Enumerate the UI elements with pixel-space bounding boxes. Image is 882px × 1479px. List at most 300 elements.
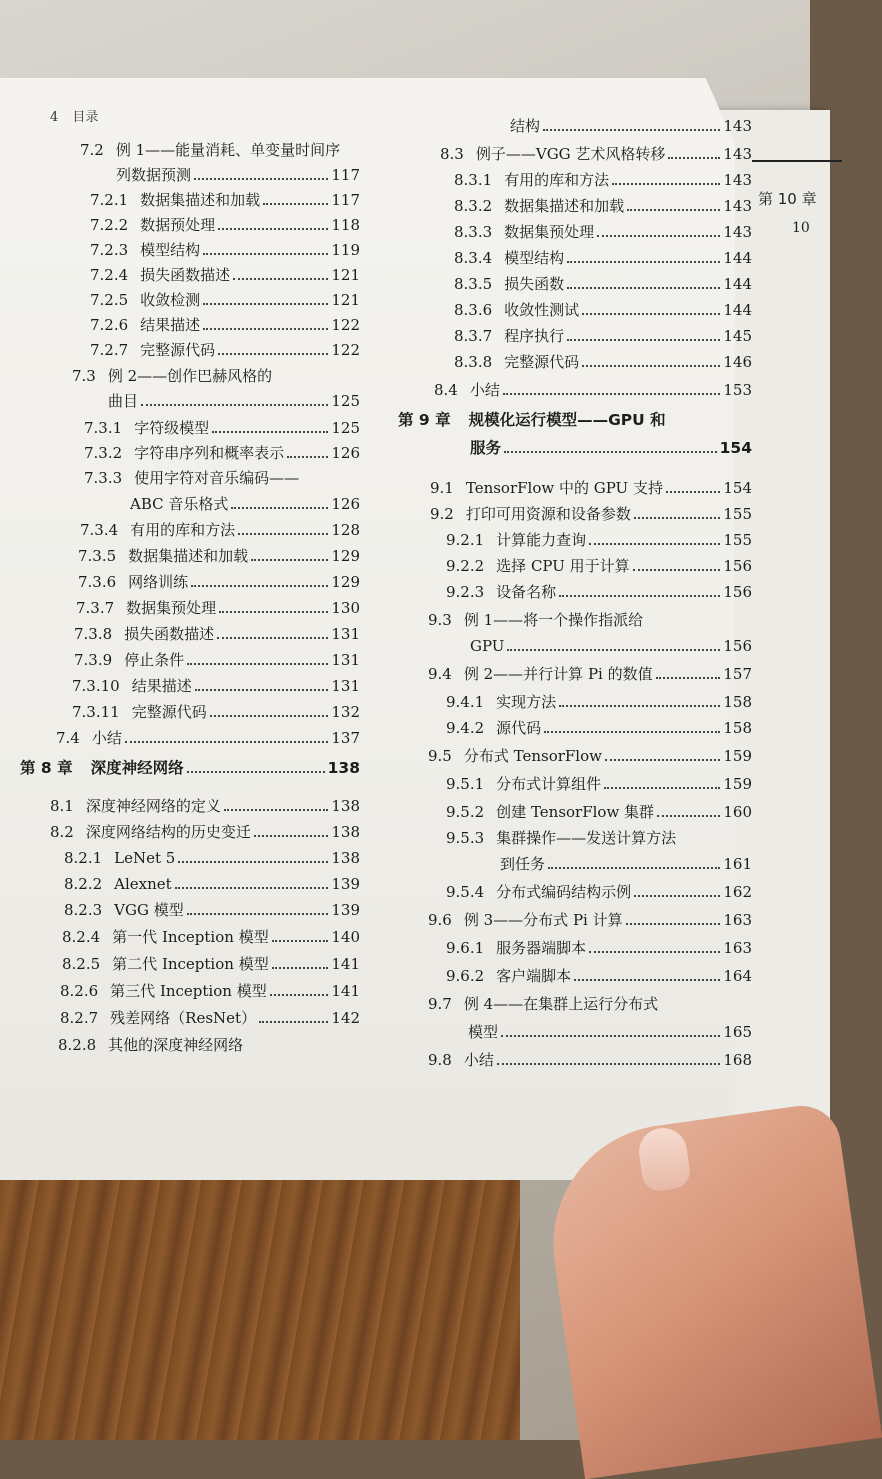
toc-entry-page: 160 [723, 803, 752, 821]
toc-entry-number: 7.3.6 [78, 573, 117, 591]
toc-entry-page: 161 [723, 855, 752, 873]
toc-dot-leader [567, 338, 720, 341]
toc-entry-number: 9.7 [428, 995, 452, 1013]
toc-dot-leader [212, 430, 328, 433]
toc-entry-number: 8.2.4 [62, 928, 101, 946]
toc-dot-leader [263, 202, 328, 205]
toc-entry-title: 例 3——分布式 Pi 计算 [463, 911, 623, 929]
toc-entry [454, 352, 752, 372]
toc-entry-title: 例 1——能量消耗、单变量时间序 [115, 141, 341, 159]
toc-entry-title: 其他的深度神经网络 [108, 1036, 244, 1054]
toc-entry-title: 列数据预测 [116, 166, 192, 184]
toc-entry-page: 162 [723, 883, 752, 901]
toc-entry [446, 774, 752, 794]
toc-entry [56, 728, 360, 748]
toc-entry-page: 168 [723, 1051, 752, 1069]
toc-entry [60, 981, 360, 1001]
toc-entry-number: 8.3.3 [454, 223, 493, 241]
toc-entry [90, 240, 360, 260]
toc-entry-page: 121 [331, 291, 360, 309]
toc-dot-leader [195, 688, 329, 691]
toc-entry-page: 140 [331, 928, 360, 946]
toc-dot-leader [574, 978, 720, 981]
toc-entry [60, 1008, 360, 1028]
toc-dot-leader [548, 866, 720, 869]
toc-entry-title: 深度网络结构的历史变迁 [85, 823, 251, 841]
toc-entry-title: 数据集描述和加载 [504, 197, 625, 215]
toc-dot-leader [567, 260, 720, 263]
toc-entry-page: 131 [331, 677, 360, 695]
toc-entry-page: 117 [331, 166, 360, 184]
toc-entry-number: 8.3.5 [454, 275, 493, 293]
toc-entry-number: 8.3 [440, 145, 464, 163]
toc-entry [428, 1050, 752, 1070]
toc-entry-title: 字符串序列和概率表示 [134, 444, 285, 462]
toc-entry-number: 7.2.4 [90, 266, 129, 284]
toc-dot-leader [191, 584, 328, 587]
toc-entry [130, 494, 360, 514]
toc-entry-page: 141 [331, 955, 360, 973]
toc-entry-page: 157 [723, 665, 752, 683]
toc-entry-title: 分布式计算组件 [496, 775, 602, 793]
toc-entry [468, 1022, 752, 1042]
toc-entry [470, 636, 752, 656]
toc-entry-title: 结构 [510, 117, 541, 135]
toc-entry-title: 例子——VGG 艺术风格转移 [475, 145, 666, 163]
toc-entry [428, 994, 752, 1014]
toc-entry [108, 391, 360, 411]
toc-entry-number: 8.3.8 [454, 353, 493, 371]
toc-entry [58, 1035, 360, 1055]
toc-entry-title: 损失函数描述 [124, 625, 215, 643]
toc-entry-number: 9.2.3 [446, 583, 485, 601]
toc-entry [20, 758, 360, 778]
toc-entry-number: 7.3.7 [76, 599, 115, 617]
toc-entry-title: 集群操作——发送计算方法 [496, 829, 677, 847]
toc-entry-number: 第 9 章 [398, 411, 451, 429]
toc-entry-number: 9.4 [428, 665, 452, 683]
toc-entry [90, 265, 360, 285]
toc-entry-page: 154 [723, 479, 752, 497]
toc-entry-number: 9.2 [430, 505, 454, 523]
toc-entry-number: 9.5.3 [446, 829, 485, 847]
toc-entry-title: 客户端脚本 [496, 967, 572, 985]
toc-dot-leader [219, 610, 328, 613]
toc-entry-page: 119 [331, 241, 360, 259]
toc-dot-leader [187, 662, 328, 665]
toc-entry-page: 154 [719, 439, 752, 457]
toc-entry-number: 9.5 [428, 747, 452, 765]
toc-entry [454, 326, 752, 346]
toc-dot-leader [224, 808, 328, 811]
toc-entry-title: ABC 音乐格式 [130, 495, 229, 513]
toc-entry [446, 718, 752, 738]
toc-entry-page: 122 [331, 341, 360, 359]
toc-entry-number: 8.2.1 [64, 849, 103, 867]
toc-entry-number: 7.3.5 [78, 547, 117, 565]
toc-entry-number: 8.2.8 [58, 1036, 97, 1054]
toc-entry-page: 145 [723, 327, 752, 345]
toc-entry [78, 572, 360, 592]
toc-entry-page: 143 [723, 171, 752, 189]
toc-entry-page: 138 [331, 823, 360, 841]
toc-entry [90, 215, 360, 235]
toc-entry-page: 118 [331, 216, 360, 234]
toc-dot-leader [612, 182, 720, 185]
toc-entry-page: 156 [723, 637, 752, 655]
toc-entry-page: 143 [723, 197, 752, 215]
next-page-entry-number: 10 [792, 220, 810, 236]
toc-entry-title: 停止条件 [124, 651, 185, 669]
toc-entry-number: 9.6.1 [446, 939, 485, 957]
toc-entry-title: 深度神经网络的定义 [85, 797, 221, 815]
toc-entry-page: 126 [331, 495, 360, 513]
toc-entry [446, 582, 752, 602]
toc-entry-title: 设备名称 [496, 583, 557, 601]
toc-entry-number: 7.3.11 [72, 703, 120, 721]
toc-entry [454, 248, 752, 268]
toc-entry-title: 网络训练 [128, 573, 189, 591]
toc-entry-number: 8.4 [434, 381, 458, 399]
toc-entry-number: 8.2.6 [60, 982, 99, 1000]
toc-entry-title: 到任务 [500, 855, 546, 873]
toc-dot-leader [217, 636, 328, 639]
toc-entry [90, 190, 360, 210]
toc-entry-page: 138 [331, 797, 360, 815]
toc-dot-leader [507, 648, 720, 651]
toc-dot-leader [543, 128, 720, 131]
thumb [538, 1101, 882, 1479]
toc-dot-leader [125, 740, 328, 743]
toc-entry-number: 8.3.4 [454, 249, 493, 267]
toc-dot-leader [668, 156, 720, 159]
running-title: 目录 [72, 110, 99, 125]
toc-entry-number: 8.3.7 [454, 327, 493, 345]
toc-entry-number: 7.2.3 [90, 241, 129, 259]
toc-entry [64, 900, 360, 920]
toc-entry-title: 例 4——在集群上运行分布式 [463, 995, 659, 1013]
toc-dot-leader [141, 403, 328, 406]
toc-entry-number: 8.2.2 [64, 875, 103, 893]
toc-dot-leader [567, 286, 720, 289]
toc-entry-title: 例 2——并行计算 Pi 的数值 [463, 665, 653, 683]
toc-entry-title: 完整源代码 [131, 703, 207, 721]
toc-entry [470, 438, 752, 458]
toc-entry [428, 610, 752, 630]
toc-entry-title: 例 1——将一个操作指派给 [463, 611, 644, 629]
toc-entry [428, 664, 752, 684]
toc-entry [50, 796, 360, 816]
toc-dot-leader [231, 506, 328, 509]
toc-dot-leader [259, 1020, 328, 1023]
toc-dot-leader [657, 814, 720, 817]
toc-dot-leader [666, 490, 720, 493]
toc-entry-number: 7.2 [80, 141, 104, 159]
toc-dot-leader [203, 327, 328, 330]
toc-entry [446, 828, 752, 848]
toc-entry-title: 结果描述 [131, 677, 192, 695]
toc-dot-leader [497, 1062, 720, 1065]
toc-entry-page: 143 [723, 117, 752, 135]
toc-entry [74, 650, 360, 670]
toc-entry-title: 完整源代码 [504, 353, 580, 371]
toc-entry-page: 131 [331, 625, 360, 643]
toc-entry-number: 9.5.2 [446, 803, 485, 821]
toc-entry [72, 702, 360, 722]
toc-entry [90, 315, 360, 335]
toc-dot-leader [187, 770, 325, 773]
toc-dot-leader [218, 227, 328, 230]
toc-entry [76, 598, 360, 618]
toc-entry-number: 9.5.1 [446, 775, 485, 793]
toc-entry-number: 8.3.6 [454, 301, 493, 319]
toc-entry [454, 170, 752, 190]
toc-dot-leader [633, 568, 721, 571]
toc-dot-leader [656, 676, 721, 679]
toc-entry-number: 9.4.2 [446, 719, 485, 737]
toc-entry-number: 7.2.7 [90, 341, 129, 359]
toc-entry-number: 8.2 [50, 823, 74, 841]
toc-dot-leader [194, 177, 328, 180]
toc-entry-title: LeNet 5 [114, 849, 176, 867]
toc-entry-page: 158 [723, 693, 752, 711]
toc-entry-page: 144 [723, 301, 752, 319]
toc-dot-leader [559, 704, 720, 707]
toc-entry [62, 954, 360, 974]
toc-dot-leader [238, 532, 328, 535]
toc-entry [454, 222, 752, 242]
toc-entry [454, 300, 752, 320]
toc-entry-number: 7.2.1 [90, 191, 129, 209]
toc-entry-title: 小结 [91, 729, 122, 747]
toc-entry-title: Alexnet [114, 875, 172, 893]
toc-entry-title: 服务 [470, 439, 502, 457]
toc-entry [90, 290, 360, 310]
toc-entry-page: 121 [331, 266, 360, 284]
toc-entry-number: 7.2.5 [90, 291, 129, 309]
toc-entry-number: 8.1 [50, 797, 74, 815]
toc-entry-title: 完整源代码 [140, 341, 216, 359]
toc-entry [80, 520, 360, 540]
toc-entry [446, 938, 752, 958]
toc-dot-leader [501, 1034, 720, 1037]
toc-entry [74, 624, 360, 644]
toc-entry [84, 468, 360, 488]
toc-entry-page: 132 [331, 703, 360, 721]
toc-entry-page: 117 [331, 191, 360, 209]
toc-dot-leader [582, 364, 720, 367]
toc-dot-leader [627, 208, 720, 211]
toc-entry [446, 530, 752, 550]
toc-entry-number: 9.8 [428, 1051, 452, 1069]
wooden-table [0, 1170, 520, 1440]
toc-dot-leader [589, 542, 720, 545]
toc-entry [84, 443, 360, 463]
toc-entry-page: 156 [723, 583, 752, 601]
toc-dot-leader [178, 860, 328, 863]
toc-entry-page: 158 [723, 719, 752, 737]
toc-dot-leader [272, 939, 329, 942]
toc-dot-leader [187, 912, 329, 915]
toc-entry-title: 深度神经网络 [90, 759, 184, 777]
toc-entry-number: 7.3 [72, 367, 96, 385]
toc-entry-number: 9.3 [428, 611, 452, 629]
toc-entry [446, 966, 752, 986]
toc-entry-number: 9.2.2 [446, 557, 485, 575]
toc-entry-number: 7.3.10 [72, 677, 120, 695]
toc-dot-leader [597, 234, 720, 237]
toc-entry-page: 141 [331, 982, 360, 1000]
toc-entry-number: 8.3.1 [454, 171, 493, 189]
toc-entry-title: 分布式编码结构示例 [496, 883, 632, 901]
toc-entry-title: TensorFlow 中的 GPU 支持 [465, 479, 663, 497]
toc-dot-leader [233, 277, 328, 280]
toc-entry-page: 146 [723, 353, 752, 371]
toc-entry-title: 模型结构 [504, 249, 565, 267]
toc-entry-title: 源代码 [496, 719, 542, 737]
toc-entry-title: 收敛检测 [140, 291, 201, 309]
toc-entry-title: 数据集描述和加载 [128, 547, 249, 565]
toc-entry [454, 274, 752, 294]
toc-entry [454, 196, 752, 216]
toc-dot-leader [272, 966, 329, 969]
toc-entry-title: 程序执行 [504, 327, 565, 345]
toc-entry-page: 164 [723, 967, 752, 985]
toc-entry-number: 9.5.4 [446, 883, 485, 901]
toc-entry [84, 418, 360, 438]
toc-entry [50, 822, 360, 842]
toc-entry-title: 规模化运行模型——GPU 和 [468, 411, 666, 429]
toc-entry-page: 159 [723, 747, 752, 765]
toc-entry-title: 结果描述 [140, 316, 201, 334]
toc-dot-leader [251, 558, 328, 561]
page-header [50, 106, 108, 125]
toc-entry-title: 损失函数 [504, 275, 565, 293]
toc-entry-title: 第一代 Inception 模型 [112, 928, 269, 946]
toc-entry [428, 910, 752, 930]
toc-entry-page: 128 [331, 521, 360, 539]
toc-entry-title: 第三代 Inception 模型 [110, 982, 267, 1000]
toc-dot-leader [287, 455, 328, 458]
toc-entry-page: 122 [331, 316, 360, 334]
toc-entry [62, 927, 360, 947]
toc-entry-title: 残差网络（ResNet） [110, 1009, 257, 1027]
toc-entry-number: 7.3.3 [84, 469, 123, 487]
toc-entry [64, 848, 360, 868]
toc-entry-number: 8.2.3 [64, 901, 103, 919]
toc-entry-page: 156 [723, 557, 752, 575]
toc-entry-number: 9.4.1 [446, 693, 485, 711]
toc-entry-page: 125 [331, 419, 360, 437]
toc-entry-page: 137 [331, 729, 360, 747]
toc-entry [398, 410, 752, 430]
toc-entry [446, 882, 752, 902]
toc-entry [430, 504, 752, 524]
toc-entry-title: 收敛性测试 [504, 301, 580, 319]
toc-entry [430, 478, 752, 498]
toc-entry-number: 8.2.7 [60, 1009, 99, 1027]
toc-entry-title: 数据集预处理 [504, 223, 595, 241]
toc-dot-leader [254, 834, 328, 837]
toc-entry-page: 143 [723, 223, 752, 241]
toc-entry-title: 曲目 [108, 392, 139, 410]
toc-entry-title: 有用的库和方法 [504, 171, 610, 189]
toc-entry-title: 分布式 TensorFlow [463, 747, 602, 765]
toc-entry [80, 140, 360, 160]
toc-dot-leader [544, 730, 720, 733]
toc-entry-page: 144 [723, 275, 752, 293]
toc-entry-title: 模型 [468, 1023, 499, 1041]
toc-entry-page: 159 [723, 775, 752, 793]
toc-entry [72, 366, 360, 386]
toc-entry-number: 8.3.2 [454, 197, 493, 215]
toc-entry-title: 小结 [469, 381, 500, 399]
toc-entry-number: 9.1 [430, 479, 454, 497]
toc-entry-title: 实现方法 [496, 693, 557, 711]
toc-entry-page: 139 [331, 875, 360, 893]
toc-entry-page: 142 [331, 1009, 360, 1027]
toc-entry-number: 9.6 [428, 911, 452, 929]
toc-entry-number: 7.3.1 [84, 419, 123, 437]
toc-entry-title: 小结 [463, 1051, 494, 1069]
toc-entry-page: 155 [723, 505, 752, 523]
toc-entry-title: GPU [470, 637, 505, 655]
next-page-chapter-label: 第 10 章 [758, 190, 817, 208]
toc-entry-title: 服务器端脚本 [496, 939, 587, 957]
toc-entry-title: VGG 模型 [114, 901, 184, 919]
toc-entry [78, 546, 360, 566]
toc-entry-number: 8.2.5 [62, 955, 101, 973]
toc-dot-leader [175, 886, 329, 889]
toc-entry-number: 7.3.8 [74, 625, 113, 643]
page-number: 4 [50, 110, 59, 125]
toc-dot-leader [559, 594, 720, 597]
toc-entry-page: 153 [723, 381, 752, 399]
toc-dot-leader [582, 312, 720, 315]
toc-entry-number: 7.3.9 [74, 651, 113, 669]
toc-entry-title: 有用的库和方法 [130, 521, 236, 539]
toc-entry [446, 556, 752, 576]
toc-entry-page: 138 [331, 849, 360, 867]
toc-entry-number: 第 8 章 [20, 759, 73, 777]
toc-entry-page: 138 [327, 759, 360, 777]
toc-entry-page: 126 [331, 444, 360, 462]
toc-entry-page: 139 [331, 901, 360, 919]
toc-dot-leader [605, 758, 720, 761]
toc-entry-title: 字符级模型 [134, 419, 210, 437]
toc-entry-page: 163 [723, 911, 752, 929]
toc-entry-title: 第二代 Inception 模型 [112, 955, 269, 973]
toc-entry-page: 143 [723, 145, 752, 163]
toc-entry-number: 7.2.2 [90, 216, 129, 234]
toc-entry-number: 9.6.2 [446, 967, 485, 985]
toc-dot-leader [604, 786, 720, 789]
toc-dot-leader [634, 894, 720, 897]
toc-dot-leader [218, 352, 328, 355]
toc-entry-title: 创建 TensorFlow 集群 [496, 803, 655, 821]
toc-dot-leader [634, 516, 720, 519]
toc-dot-leader [203, 252, 328, 255]
toc-entry [64, 874, 360, 894]
toc-dot-leader [589, 950, 720, 953]
toc-entry-number: 7.4 [56, 729, 80, 747]
toc-entry-title: 数据集描述和加载 [140, 191, 261, 209]
toc-dot-leader [210, 714, 329, 717]
toc-entry [510, 116, 752, 136]
toc-entry-title: 使用字符对音乐编码—— [134, 469, 300, 487]
toc-dot-leader [504, 450, 717, 453]
toc-entry [440, 144, 752, 164]
